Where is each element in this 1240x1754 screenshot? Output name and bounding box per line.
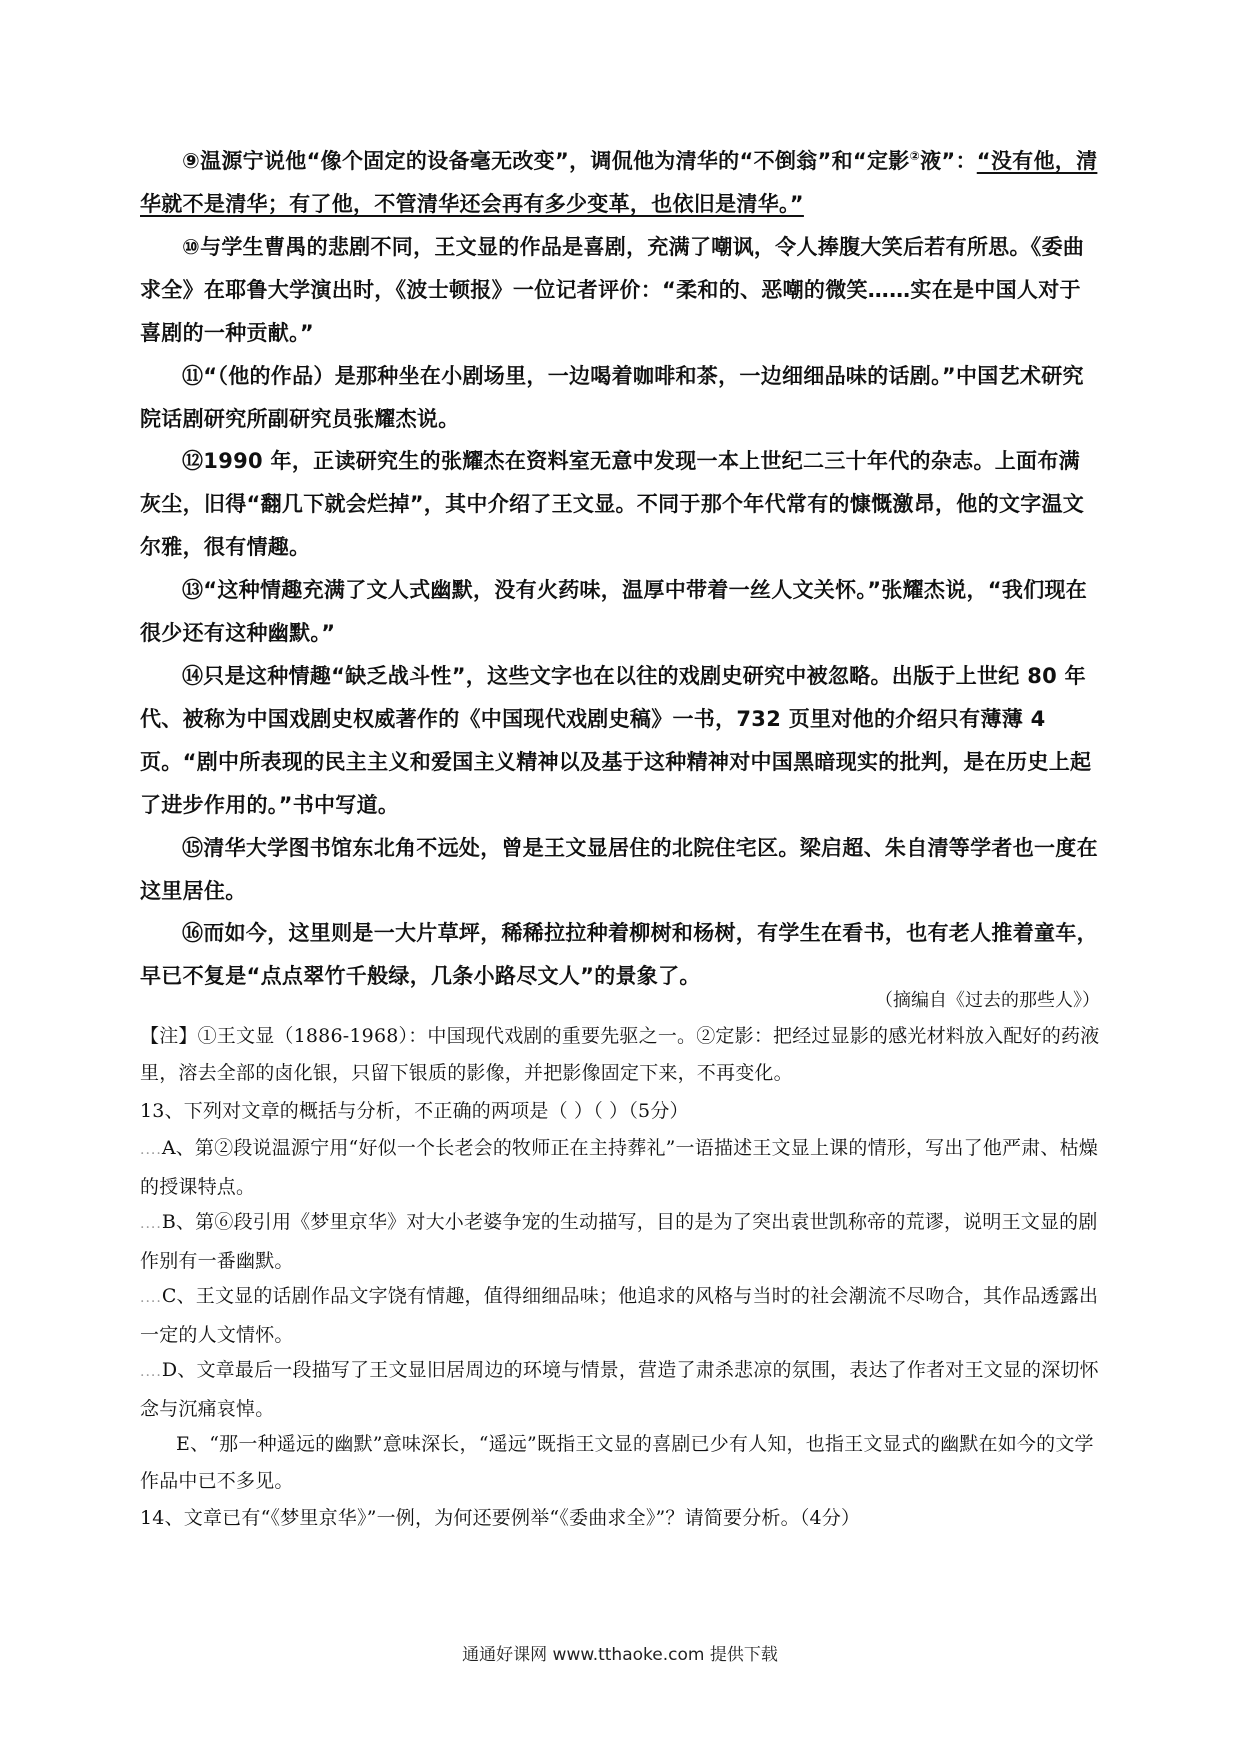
page-footer: 通通好课网 www.tthaoke.com 提供下载 (462, 1645, 778, 1665)
question-13-stem: 13、下列对文章的概括与分析，不正确的两项是（ ）（ ）（5分） (140, 1100, 689, 1122)
option-c-text: C、王文显的话剧作品文字饶有情趣，值得细细品味；他追求的风格与当时的社会潮流不尽吻合，其作品透露出一定的人文情怀。 (140, 1285, 1099, 1346)
option-b-text: B、第⑥段引用《梦里京华》对大小老婆争宠的生动描写，目的是为了突出袁世凯称帝的荒谬，说明王文显的剧作别有一番幽默。 (140, 1211, 1098, 1272)
paragraph-9 (140, 140, 1100, 226)
paragraph-14: ⑭只是这种情趣“缺乏战斗性”，这些文字也在以往的戏剧史研究中被忽略。出版于上世纪 80 年代、被称为中国戏剧史权威著作的《中国现代戏剧史稿》一书，732 页里对他的介绍只有薄薄 4 页。“剧中所表现的民主主义和爱国主义精神以及基于这种精神对中国黑暗现实的批判，是在历史上起了进步作用的。”书中写道。 (140, 664, 1092, 817)
paragraph-12: ⑫1990 年，正读研究生的张耀杰在资料室无意中发现一本上世纪二三十年代的杂志。上面布满灰尘，旧得“翻几下就会烂掉”，其中介绍了王文显。不同于那个年代常有的慷慨激昂，他的文字温文尔雅，很有情趣。 (140, 449, 1085, 559)
paragraph-10: ⑩与学生曹禺的悲剧不同，王文显的作品是喜剧，充满了嘲讽，令人捧腹大笑后若有所思。《委曲求全》在耶鲁大学演出时，《波士顿报》一位记者评价：“柔和的、恶嘲的微笑……实在是中国人对于喜剧的一种贡献。” (140, 235, 1085, 345)
paragraph-13: ⑬“这种情趣充满了文人式幽默，没有火药味，温厚中带着一丝人文关怀。”张耀杰说，“我们现在很少还有这种幽默。” (140, 578, 1088, 645)
paragraph-9-text: ⑨温源宁说他“像个固定的设备毫无改变”，调侃他为清华的“不倒翁”和“定影 (182, 149, 910, 173)
footnote-section: 【注】①王文显（1886-1968）：中国现代戏剧的重要先驱之一。②定影：把经过显影的感光材料放入配好的药液里，溶去全部的卤化银，只留下银质的影像，并把影像固定下来，不再变化。 (140, 1025, 1100, 1084)
option-a-text: A、第②段说温源宁用“好似一个长老会的牧师正在主持葬礼”一语描述王文显上课的情形，写出了他严肃、枯燥的授课特点。 (140, 1137, 1098, 1198)
paragraph-15: ⑮清华大学图书馆东北角不远处，曾是王文显居住的北院住宅区。梁启超、朱自清等学者也一度在这里居住。 (140, 836, 1098, 903)
option-d-text: D、文章最后一段描写了王文显旧居周边的环境与情景，营造了肃杀悲凉的氛围，表达了作者对王文显的深切怀念与沉痛哀悼。 (140, 1359, 1099, 1420)
question-14: 14、文章已有“《梦里京华》”一例，为何还要例举“《委曲求全》”？请简要分析。（4分） (140, 1507, 861, 1529)
paragraph-9-text-2: 液”： (920, 149, 977, 173)
underlined-quote: “没有他，清华就不是清华；有了他，不管清华还会再有多少变革，也依旧是清华。” (140, 149, 1098, 216)
option-e: E、“那一种遥远的幽默”意味深长，“遥远”既指王文显的喜剧已少有人知，也指王文显式的幽默在如今的文学作品中已不多见。 (140, 1433, 1094, 1492)
source-citation: （摘编自《过去的那些人》） (875, 990, 1100, 1011)
paragraph-16: ⑯而如今，这里则是一大片草坪，稀稀拉拉种着柳树和杨树，有学生在看书，也有老人推着童车，早已不复是“点点翠竹千般绿，几条小路尽文人”的景象了。 (140, 921, 1098, 988)
option-a: ....A、第②段说温源宁用“好似一个长老会的牧师正在主持葬礼”一语描述王文显上课的情形，写出了他严肃、枯燥的授课特点。 (140, 1137, 1098, 1198)
option-c: ....C、王文显的话剧作品文字饶有情趣，值得细细品味；他追求的风格与当时的社会潮流不尽吻合，其作品透露出一定的人文情怀。 (140, 1285, 1099, 1346)
paragraph-11: ⑪“（他的作品）是那种坐在小剧场里，一边喝着咖啡和茶，一边细细品味的话剧。”中国艺术研究院话剧研究所副研究员张耀杰说。 (140, 364, 1084, 431)
option-d: ....D、文章最后一段描写了王文显旧居周边的环境与情景，营造了肃杀悲凉的氛围，表达了作者对王文显的深切怀念与沉痛哀悼。 (140, 1359, 1099, 1420)
option-b: ....B、第⑥段引用《梦里京华》对大小老婆争宠的生动描写，目的是为了突出袁世凯称帝的荒谬，说明王文显的剧作别有一番幽默。 (140, 1211, 1098, 1272)
footnote-marker: ② (909, 149, 921, 163)
